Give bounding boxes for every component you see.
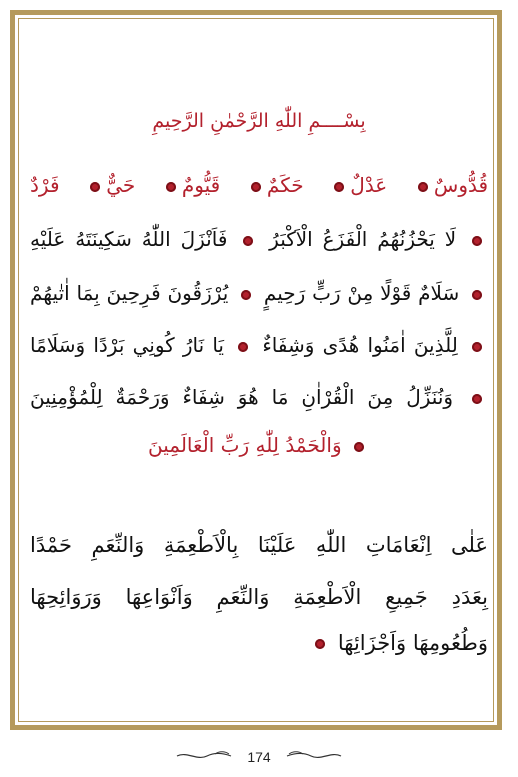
verse-text: وَنُنَزِّلُ مِنَ الْقُرْاٰنِ مَا هُوَ شِفَاءٌ وَرَحْمَةٌ لِلْمُؤْمِنِينَ	[30, 385, 454, 409]
names-line	[30, 170, 488, 200]
rosette-icon	[243, 236, 253, 246]
rosette-icon	[238, 342, 248, 352]
bismillah-header: بِسْــــمِ اللّٰهِ الرَّحْمٰنِ الرَّحِيمِ	[152, 110, 366, 132]
right-ornament-icon	[285, 749, 343, 765]
rosette-icon	[472, 236, 482, 246]
rosette-icon	[472, 394, 482, 404]
left-ornament-icon	[175, 749, 233, 765]
rosette-icon	[251, 182, 261, 192]
rosette-icon	[90, 182, 100, 192]
name-hayy: حَيٌّ	[106, 173, 136, 197]
verse-line-2	[30, 224, 488, 254]
rosette-icon	[472, 342, 482, 352]
hamd-line	[30, 430, 488, 460]
verse-line-5	[30, 382, 488, 412]
verse-line-4	[30, 330, 488, 360]
verse-text: يَا نَارُ كُونِي بَرْدًا وَسَلَامًا	[30, 333, 224, 357]
name-hakam: حَكَمٌ	[266, 173, 304, 197]
verse-text: فَاَنْزَلَ اللّٰهُ سَكِينَتَهُ عَلَيْهِ	[30, 227, 228, 251]
rosette-icon	[354, 442, 364, 452]
name-adl: عَدْلٌ	[350, 173, 388, 197]
paragraph-text: وَطُعُومِهَا وَاَجْزَائِهَا	[337, 631, 488, 655]
page-footer	[0, 748, 518, 765]
paragraph-line-1: عَلٰى اِنْعَامَاتِ اللّٰهِ عَلَيْنَا بِالْاَطْعِمَةِ وَالنِّعَمِ حَمْدًا	[30, 533, 488, 557]
name-quddus: قُدُّوسٌ	[433, 173, 489, 197]
rosette-icon	[418, 182, 428, 192]
rosette-icon	[315, 639, 325, 649]
name-qayyum: قَيُّومٌ	[181, 173, 221, 197]
verse-text: لَا يَحْزُنُهُمُ الْفَزَعُ الْاَكْبَرُ	[269, 227, 457, 251]
paragraph-line-2: بِعَدَدِ جَمِيعِ الْاَطْعِمَةِ وَالنِّعَمِ وَاَنْوَاعِهَا وَرَوَائِحِهَا	[30, 585, 488, 609]
verse-text: سَلَامٌ قَوْلًا مِنْ رَبٍّ رَحِيمٍ	[263, 281, 460, 305]
verse-text: لِلَّذِينَ اٰمَنُوا هُدًى وَشِفَاءٌ	[262, 333, 458, 357]
paragraph-line-3	[30, 628, 488, 658]
rosette-icon	[241, 290, 251, 300]
page-number: 174	[247, 749, 271, 766]
rosette-icon	[472, 290, 482, 300]
rosette-icon	[166, 182, 176, 192]
name-fard: فَرْدٌ	[30, 173, 60, 197]
hamd-text: وَالْحَمْدُ لِلّٰهِ رَبِّ الْعَالَمِينَ	[148, 433, 342, 457]
verse-text: يُرْزَقُونَ فَرِحِينَ بِمَا اٰتٰيهُمْ	[30, 281, 229, 305]
rosette-icon	[334, 182, 344, 192]
verse-line-3	[30, 278, 488, 308]
